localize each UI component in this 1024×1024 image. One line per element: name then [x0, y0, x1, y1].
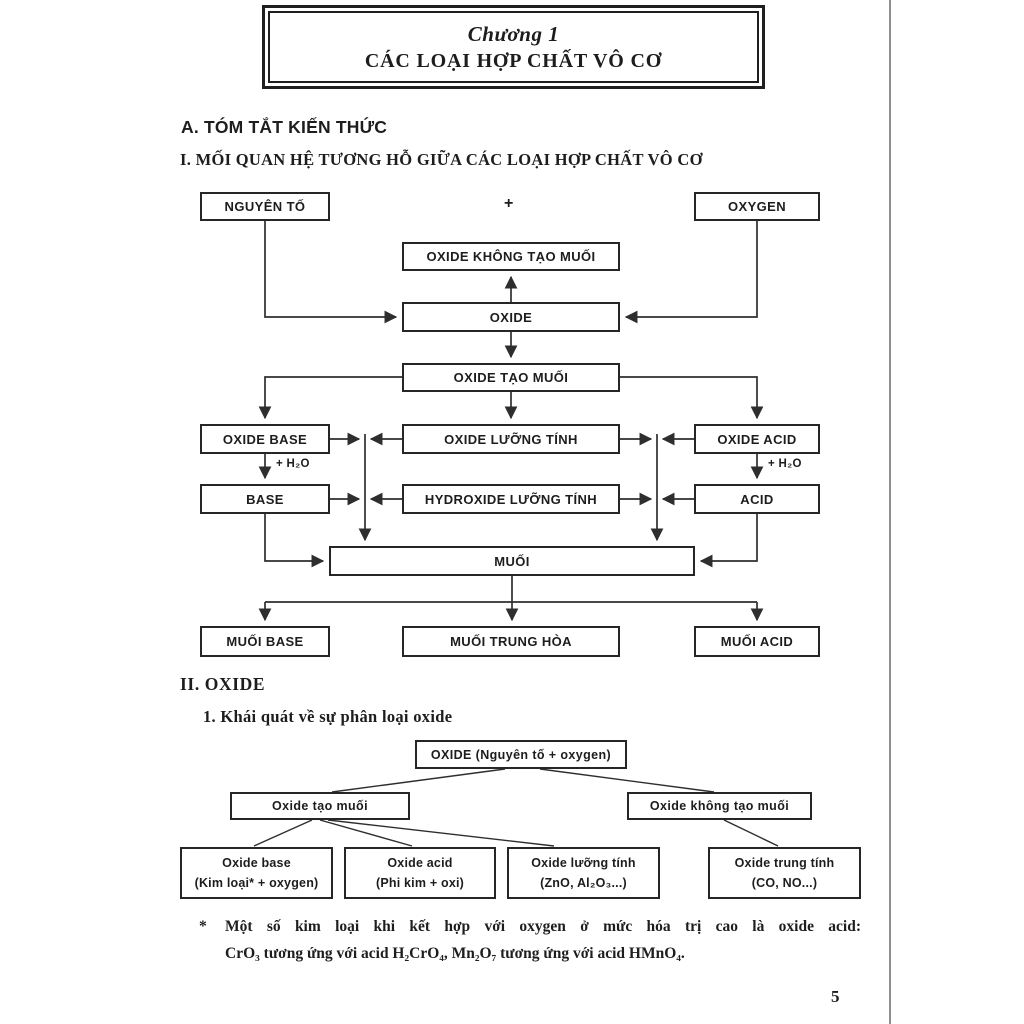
- section-a-heading: A. TÓM TẮT KIẾN THỨC: [181, 117, 388, 137]
- leaf-title: Oxide lưỡng tính: [531, 856, 636, 870]
- box-oxide-tao-muoi-2: Oxide tạo muối: [230, 792, 410, 820]
- box-hydroxide-luong-tinh: HYDROXIDE LƯỠNG TÍNH: [402, 484, 620, 514]
- box-leaf-oxide-base: [180, 847, 333, 899]
- section-ii-heading: II. OXIDE: [180, 674, 266, 694]
- leaf-title: Oxide trung tính: [734, 856, 835, 870]
- box-nguyen-to: NGUYÊN TỐ: [200, 192, 330, 221]
- chapter-title: CÁC LOẠI HỢP CHẤT VÔ CƠ: [364, 49, 663, 72]
- footnote-line2: CrO₃ tương ứng với acid H₂CrO₄, Mn₂O₇ tương ứng với acid HMnO₄.: [225, 945, 685, 962]
- plus-h2o-right-label: + H₂O: [768, 458, 802, 470]
- leaf-subtitle: (ZnO, Al₂O₃...): [540, 876, 627, 890]
- box-muoi-trung-hoa: MUỐI TRUNG HÒA: [402, 626, 620, 657]
- box-oxygen: OXYGEN: [694, 192, 820, 221]
- box-oxide: OXIDE: [402, 302, 620, 332]
- leaf-subtitle: (CO, NO...): [751, 876, 818, 890]
- box-muoi: MUỐI: [329, 546, 695, 576]
- box-muoi-base: MUỐI BASE: [200, 626, 330, 657]
- leaf-subtitle: (Kim loại* + oxygen): [194, 876, 319, 890]
- box-oxide-base: OXIDE BASE: [200, 424, 330, 454]
- box-leaf-oxide-luong-tinh: [507, 847, 660, 899]
- page-number: 5: [831, 987, 840, 1006]
- plus-h2o-left-label: + H₂O: [276, 458, 310, 470]
- leaf-title: Oxide base: [222, 856, 291, 870]
- box-leaf-oxide-trung-tinh: [708, 847, 861, 899]
- chapter-label: Chương 1: [467, 21, 560, 46]
- box-oxide-tao-muoi: OXIDE TẠO MUỐI: [402, 363, 620, 392]
- box-oxide-root: OXIDE (Nguyên tố + oxygen): [415, 740, 627, 769]
- footnote-line1: Một số kim loại khi kết hợp với oxygen ở mức hóa trị cao là oxide acid:: [225, 918, 861, 935]
- footnote-marker: *: [199, 918, 207, 935]
- box-leaf-oxide-acid: [344, 847, 496, 899]
- leaf-subtitle: (Phi kim + oxi): [375, 876, 465, 890]
- box-oxide-luong-tinh: OXIDE LƯỠNG TÍNH: [402, 424, 620, 454]
- footnote: [199, 913, 861, 967]
- box-base: BASE: [200, 484, 330, 514]
- section-i-heading: I. MỐI QUAN HỆ TƯƠNG HỖ GIỮA CÁC LOẠI HỢP CHẤT VÔ CƠ: [180, 150, 703, 169]
- box-oxide-khong-tao-muoi: OXIDE KHÔNG TẠO MUỐI: [402, 242, 620, 271]
- section-ii1-heading: 1. Khái quát về sự phân loại oxide: [203, 707, 453, 726]
- box-oxide-khong-tao-muoi-2: Oxide không tạo muối: [627, 792, 812, 820]
- leaf-title: Oxide acid: [387, 856, 453, 870]
- box-acid: ACID: [694, 484, 820, 514]
- plus-sign: +: [504, 195, 514, 212]
- box-muoi-acid: MUỐI ACID: [694, 626, 820, 657]
- box-oxide-acid: OXIDE ACID: [694, 424, 820, 454]
